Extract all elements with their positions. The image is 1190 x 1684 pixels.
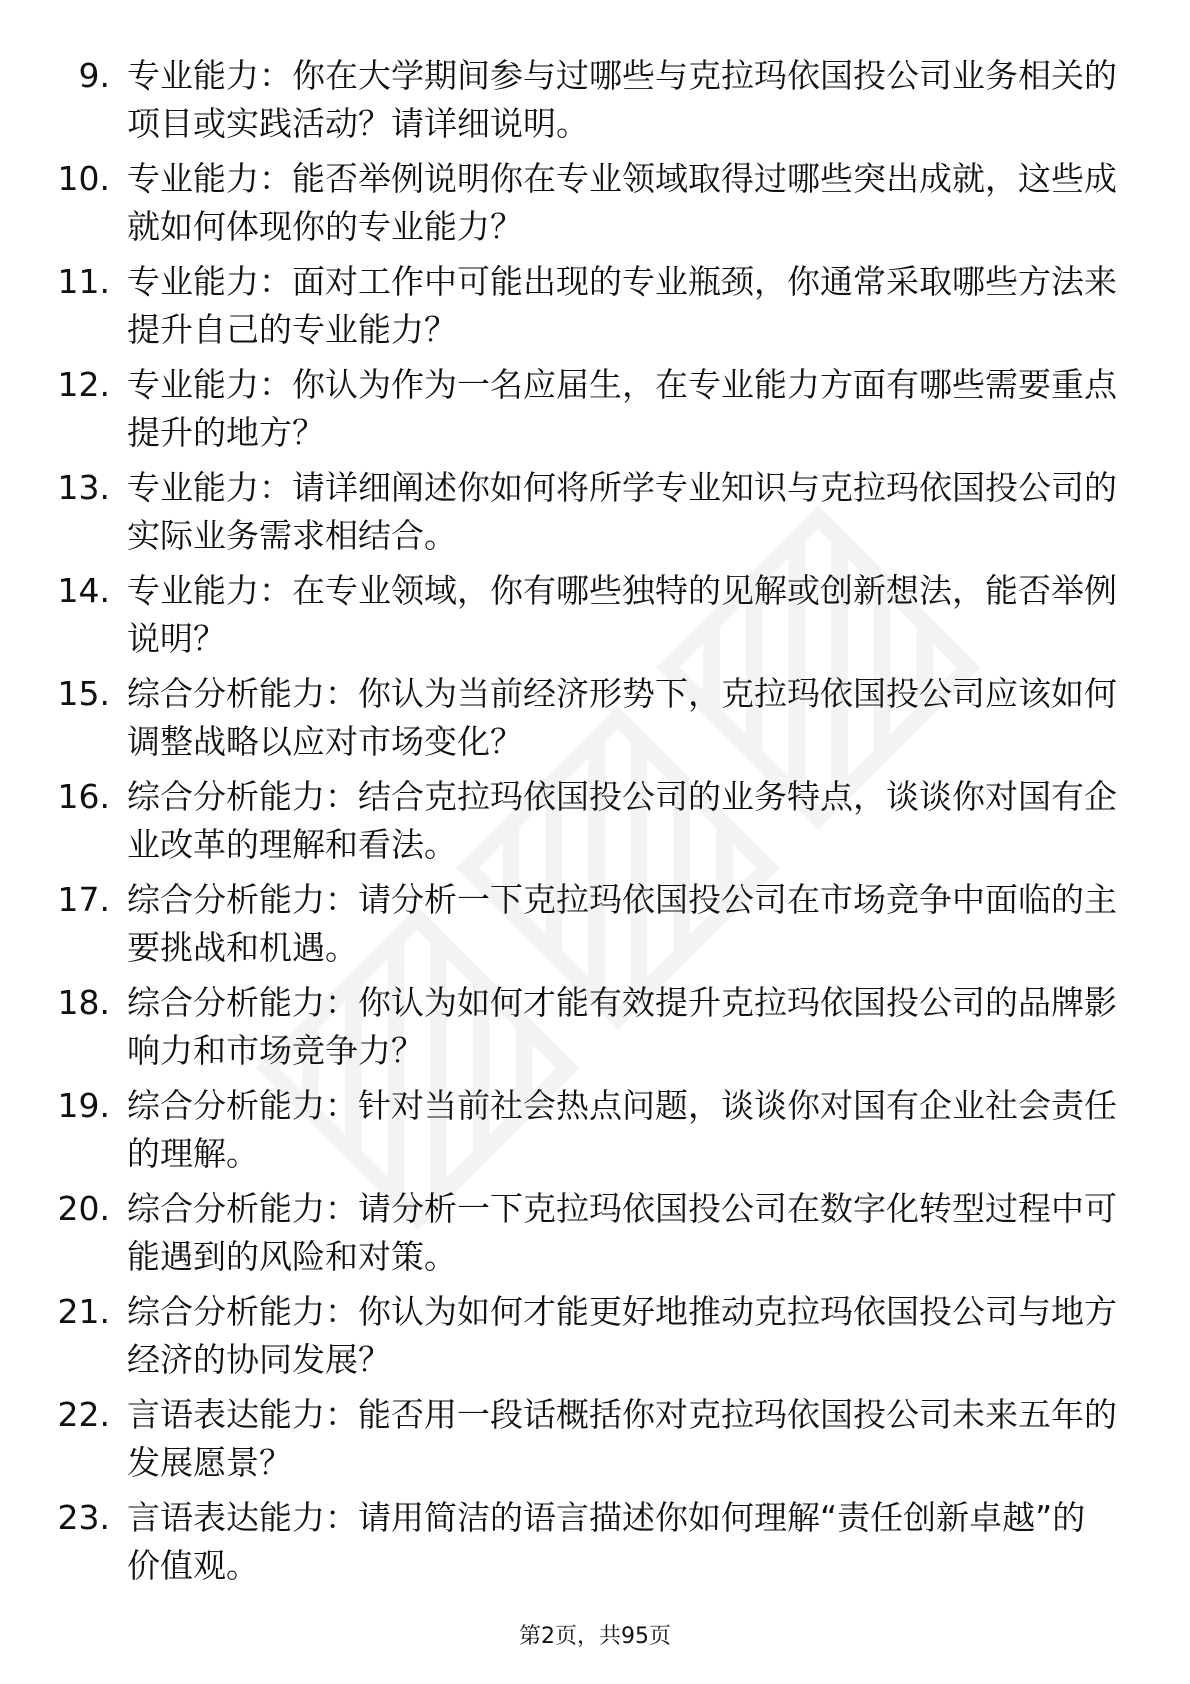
list-item bbox=[0, 52, 1190, 155]
list-item bbox=[0, 258, 1190, 361]
item-number: 14. bbox=[57, 571, 110, 610]
item-text: 综合分析能力：你认为如何才能更好地推动克拉玛依国投公司与地方经济的协同发展？ bbox=[127, 1292, 1117, 1379]
item-text: 综合分析能力：请分析一下克拉玛依国投公司在市场竞争中面临的主要挑战和机遇。 bbox=[127, 880, 1117, 967]
list-item bbox=[0, 567, 1190, 670]
list-item bbox=[0, 464, 1190, 567]
list-item bbox=[0, 1494, 1190, 1597]
item-text: 综合分析能力：针对当前社会热点问题，谈谈你对国有企业社会责任的理解。 bbox=[127, 1086, 1117, 1173]
item-text: 言语表达能力：请用简洁的语言描述你如何理解“责任创新卓越”的价值观。 bbox=[127, 1498, 1086, 1585]
item-text: 专业能力：你在大学期间参与过哪些与克拉玛依国投公司业务相关的项目或实践活动？请详细说明。 bbox=[127, 56, 1117, 143]
list-item bbox=[0, 1288, 1190, 1391]
list-item bbox=[0, 1082, 1190, 1185]
item-text: 专业能力：能否举例说明你在专业领域取得过哪些突出成就，这些成就如何体现你的专业能力？ bbox=[127, 159, 1117, 246]
page-footer: 第2页，共95页 bbox=[519, 1624, 671, 1649]
item-text: 专业能力：你认为作为一名应届生，在专业能力方面有哪些需要重点提升的地方？ bbox=[127, 365, 1117, 452]
item-number: 16. bbox=[57, 777, 110, 816]
list-item bbox=[0, 979, 1190, 1082]
item-number: 21. bbox=[57, 1292, 110, 1331]
item-text: 专业能力：在专业领域，你有哪些独特的见解或创新想法，能否举例说明？ bbox=[127, 571, 1117, 658]
list-item bbox=[0, 1391, 1190, 1494]
item-number: 20. bbox=[57, 1189, 110, 1228]
item-number: 18. bbox=[57, 983, 110, 1022]
list-item bbox=[0, 670, 1190, 773]
item-text: 专业能力：请详细阐述你如何将所学专业知识与克拉玛依国投公司的实际业务需求相结合。 bbox=[127, 468, 1117, 555]
item-number: 19. bbox=[57, 1086, 110, 1125]
item-number: 17. bbox=[57, 880, 110, 919]
question-list bbox=[0, 52, 1190, 1597]
item-number: 10. bbox=[57, 159, 110, 198]
item-number: 22. bbox=[57, 1395, 110, 1434]
item-text: 言语表达能力：能否用一段话概括你对克拉玛依国投公司未来五年的发展愿景？ bbox=[127, 1395, 1117, 1482]
list-item bbox=[0, 1185, 1190, 1288]
item-number: 15. bbox=[57, 674, 110, 713]
item-number: 13. bbox=[57, 468, 110, 507]
item-text: 综合分析能力：你认为如何才能有效提升克拉玛依国投公司的品牌影响力和市场竞争力？ bbox=[127, 983, 1117, 1070]
item-number: 11. bbox=[57, 262, 110, 301]
list-item bbox=[0, 155, 1190, 258]
list-item bbox=[0, 876, 1190, 979]
item-number: 12. bbox=[57, 365, 110, 404]
list-item bbox=[0, 773, 1190, 876]
item-text: 综合分析能力：结合克拉玛依国投公司的业务特点，谈谈你对国有企业改革的理解和看法。 bbox=[127, 777, 1117, 864]
item-number: 9. bbox=[78, 56, 110, 95]
item-number: 23. bbox=[57, 1498, 110, 1537]
item-text: 综合分析能力：请分析一下克拉玛依国投公司在数字化转型过程中可能遇到的风险和对策。 bbox=[127, 1189, 1117, 1276]
list-item bbox=[0, 361, 1190, 464]
item-text: 综合分析能力：你认为当前经济形势下，克拉玛依国投公司应该如何调整战略以应对市场变化？ bbox=[127, 674, 1117, 761]
item-text: 专业能力：面对工作中可能出现的专业瓶颈，你通常采取哪些方法来提升自己的专业能力？ bbox=[127, 262, 1117, 349]
